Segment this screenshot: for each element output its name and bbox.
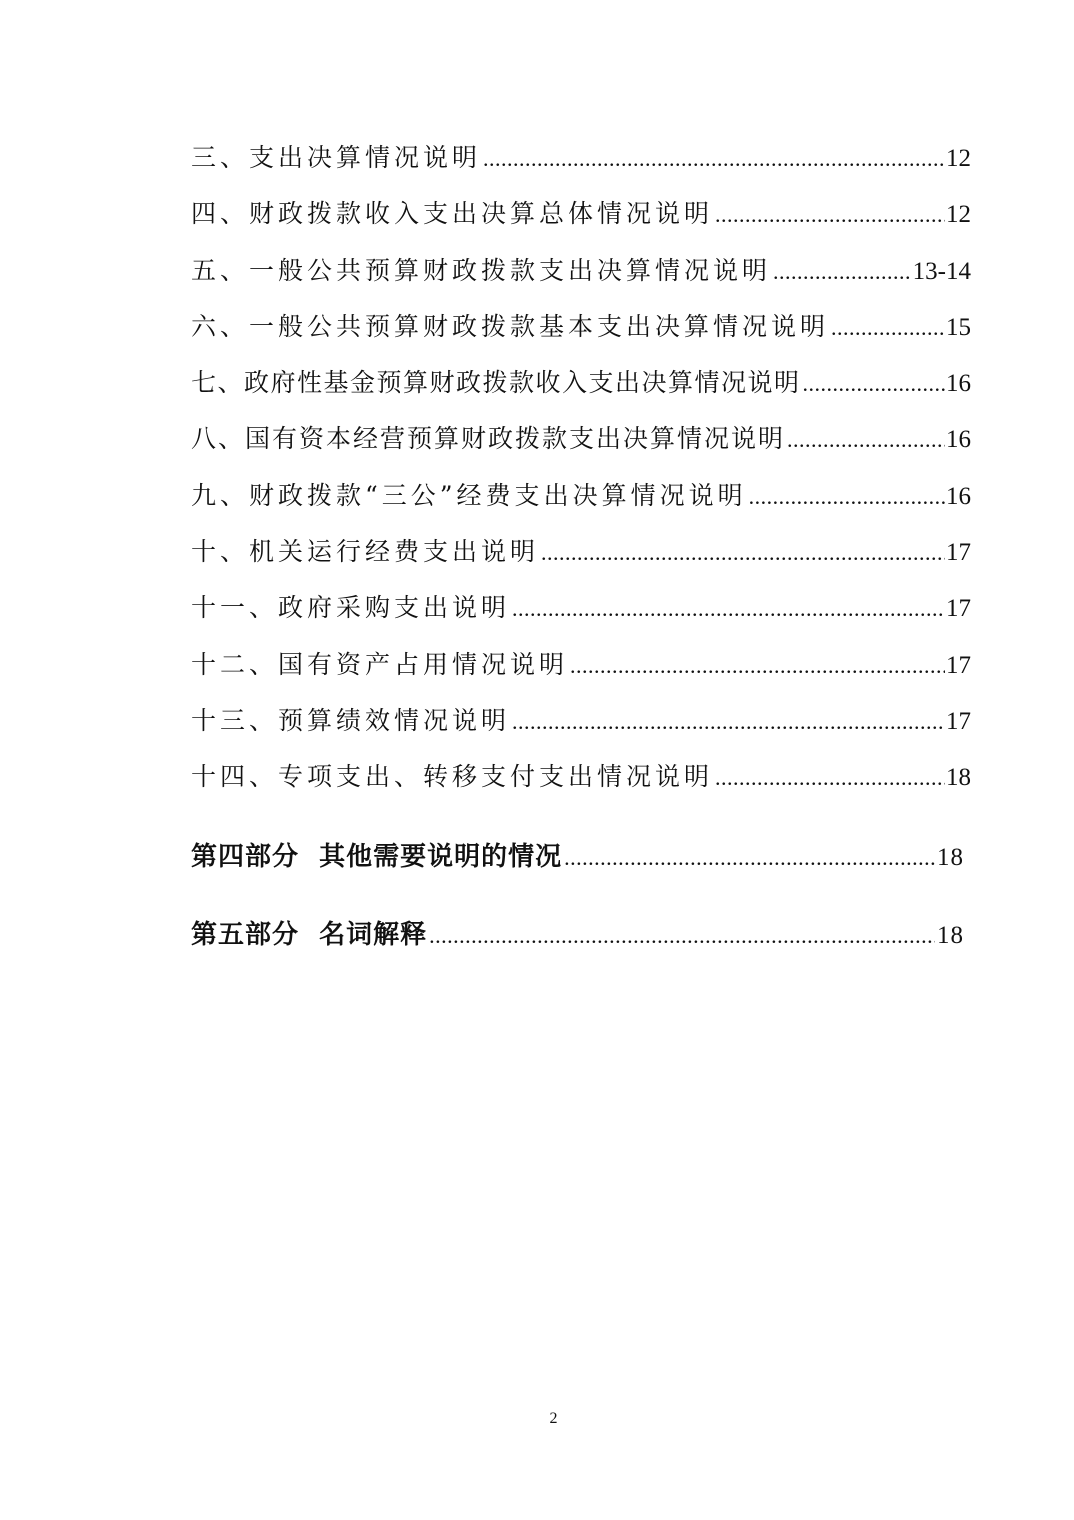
toc-item[interactable] bbox=[191, 307, 971, 363]
toc-leader-dots bbox=[512, 596, 945, 622]
toc-leader-dots bbox=[570, 653, 945, 679]
toc-item-label: 十、机关运行经费支出说明 bbox=[191, 537, 540, 567]
toc-item[interactable] bbox=[191, 419, 971, 475]
toc-item-page: 16 bbox=[946, 426, 971, 454]
toc-item-label: 六、一般公共预算财政拨款基本支出决算情况说明 bbox=[191, 311, 830, 341]
toc-item-page: 17 bbox=[946, 707, 971, 735]
toc-leader-dots bbox=[541, 540, 945, 566]
toc-item-page: 17 bbox=[946, 651, 971, 679]
toc-part-glossary[interactable] bbox=[191, 914, 964, 951]
toc-leader-dots bbox=[773, 259, 912, 285]
toc-item[interactable] bbox=[191, 532, 971, 588]
toc-part-label: 第四部分 其他需要说明的情况 bbox=[191, 842, 563, 872]
toc-leader-dots bbox=[715, 765, 945, 791]
toc-item[interactable] bbox=[191, 645, 971, 701]
toc-item[interactable] bbox=[191, 701, 971, 757]
toc-item[interactable] bbox=[191, 251, 971, 307]
toc-item-page: 16 bbox=[946, 482, 971, 510]
toc-leader-dots bbox=[803, 371, 945, 397]
toc-leader-dots bbox=[715, 202, 945, 228]
toc-item-label: 十四、专项支出、转移支付支出情况说明 bbox=[191, 762, 714, 792]
toc-item-label: 十二、国有资产占用情况说明 bbox=[191, 649, 569, 679]
toc-item[interactable] bbox=[191, 138, 971, 194]
toc-item-label: 五、一般公共预算财政拨款支出决算情况说明 bbox=[191, 255, 772, 285]
toc-item[interactable] bbox=[191, 194, 971, 250]
toc-part-label: 第五部分 名词解释 bbox=[191, 920, 428, 950]
toc-item-page: 17 bbox=[946, 595, 971, 623]
toc-leader-dots bbox=[483, 146, 945, 172]
toc-item[interactable] bbox=[191, 588, 971, 644]
toc-item-label: 十三、预算绩效情况说明 bbox=[191, 705, 511, 735]
toc-item-page: 15 bbox=[946, 313, 971, 341]
toc-item-page: 12 bbox=[946, 145, 971, 172]
toc-part-other-info[interactable] bbox=[191, 836, 964, 873]
toc-item-page: 16 bbox=[946, 370, 971, 398]
toc-item-page: 13-14 bbox=[912, 257, 971, 285]
toc-item-label: 九、财政拨款“三公”经费支出决算情况说明 bbox=[191, 480, 747, 510]
toc-leader-dots bbox=[749, 484, 945, 510]
toc-leader-dots bbox=[429, 923, 935, 949]
toc-leader-dots bbox=[831, 315, 945, 341]
toc-part-page: 18 bbox=[937, 922, 964, 949]
toc-item[interactable] bbox=[191, 757, 971, 813]
toc-part-page: 18 bbox=[937, 844, 964, 871]
toc-item-page: 18 bbox=[946, 764, 971, 792]
toc-item-label: 八、国有资本经营预算财政拨款支出决算情况说明 bbox=[191, 424, 786, 454]
table-of-contents bbox=[191, 138, 971, 814]
toc-leader-dots bbox=[512, 709, 945, 735]
toc-item-label: 十一、政府采购支出说明 bbox=[191, 593, 511, 623]
toc-leader-dots bbox=[787, 427, 945, 453]
toc-item-label: 三、支出决算情况说明 bbox=[191, 143, 482, 172]
page-number: 2 bbox=[549, 1410, 558, 1427]
toc-item-label: 四、财政拨款收入支出决算总体情况说明 bbox=[191, 199, 714, 229]
toc-item-label: 七、政府性基金预算财政拨款收入支出决算情况说明 bbox=[191, 368, 801, 398]
toc-item-page: 17 bbox=[946, 539, 971, 567]
toc-item-page: 12 bbox=[946, 201, 971, 229]
toc-item[interactable] bbox=[191, 363, 971, 419]
toc-item[interactable] bbox=[191, 476, 971, 532]
toc-leader-dots bbox=[564, 845, 935, 871]
